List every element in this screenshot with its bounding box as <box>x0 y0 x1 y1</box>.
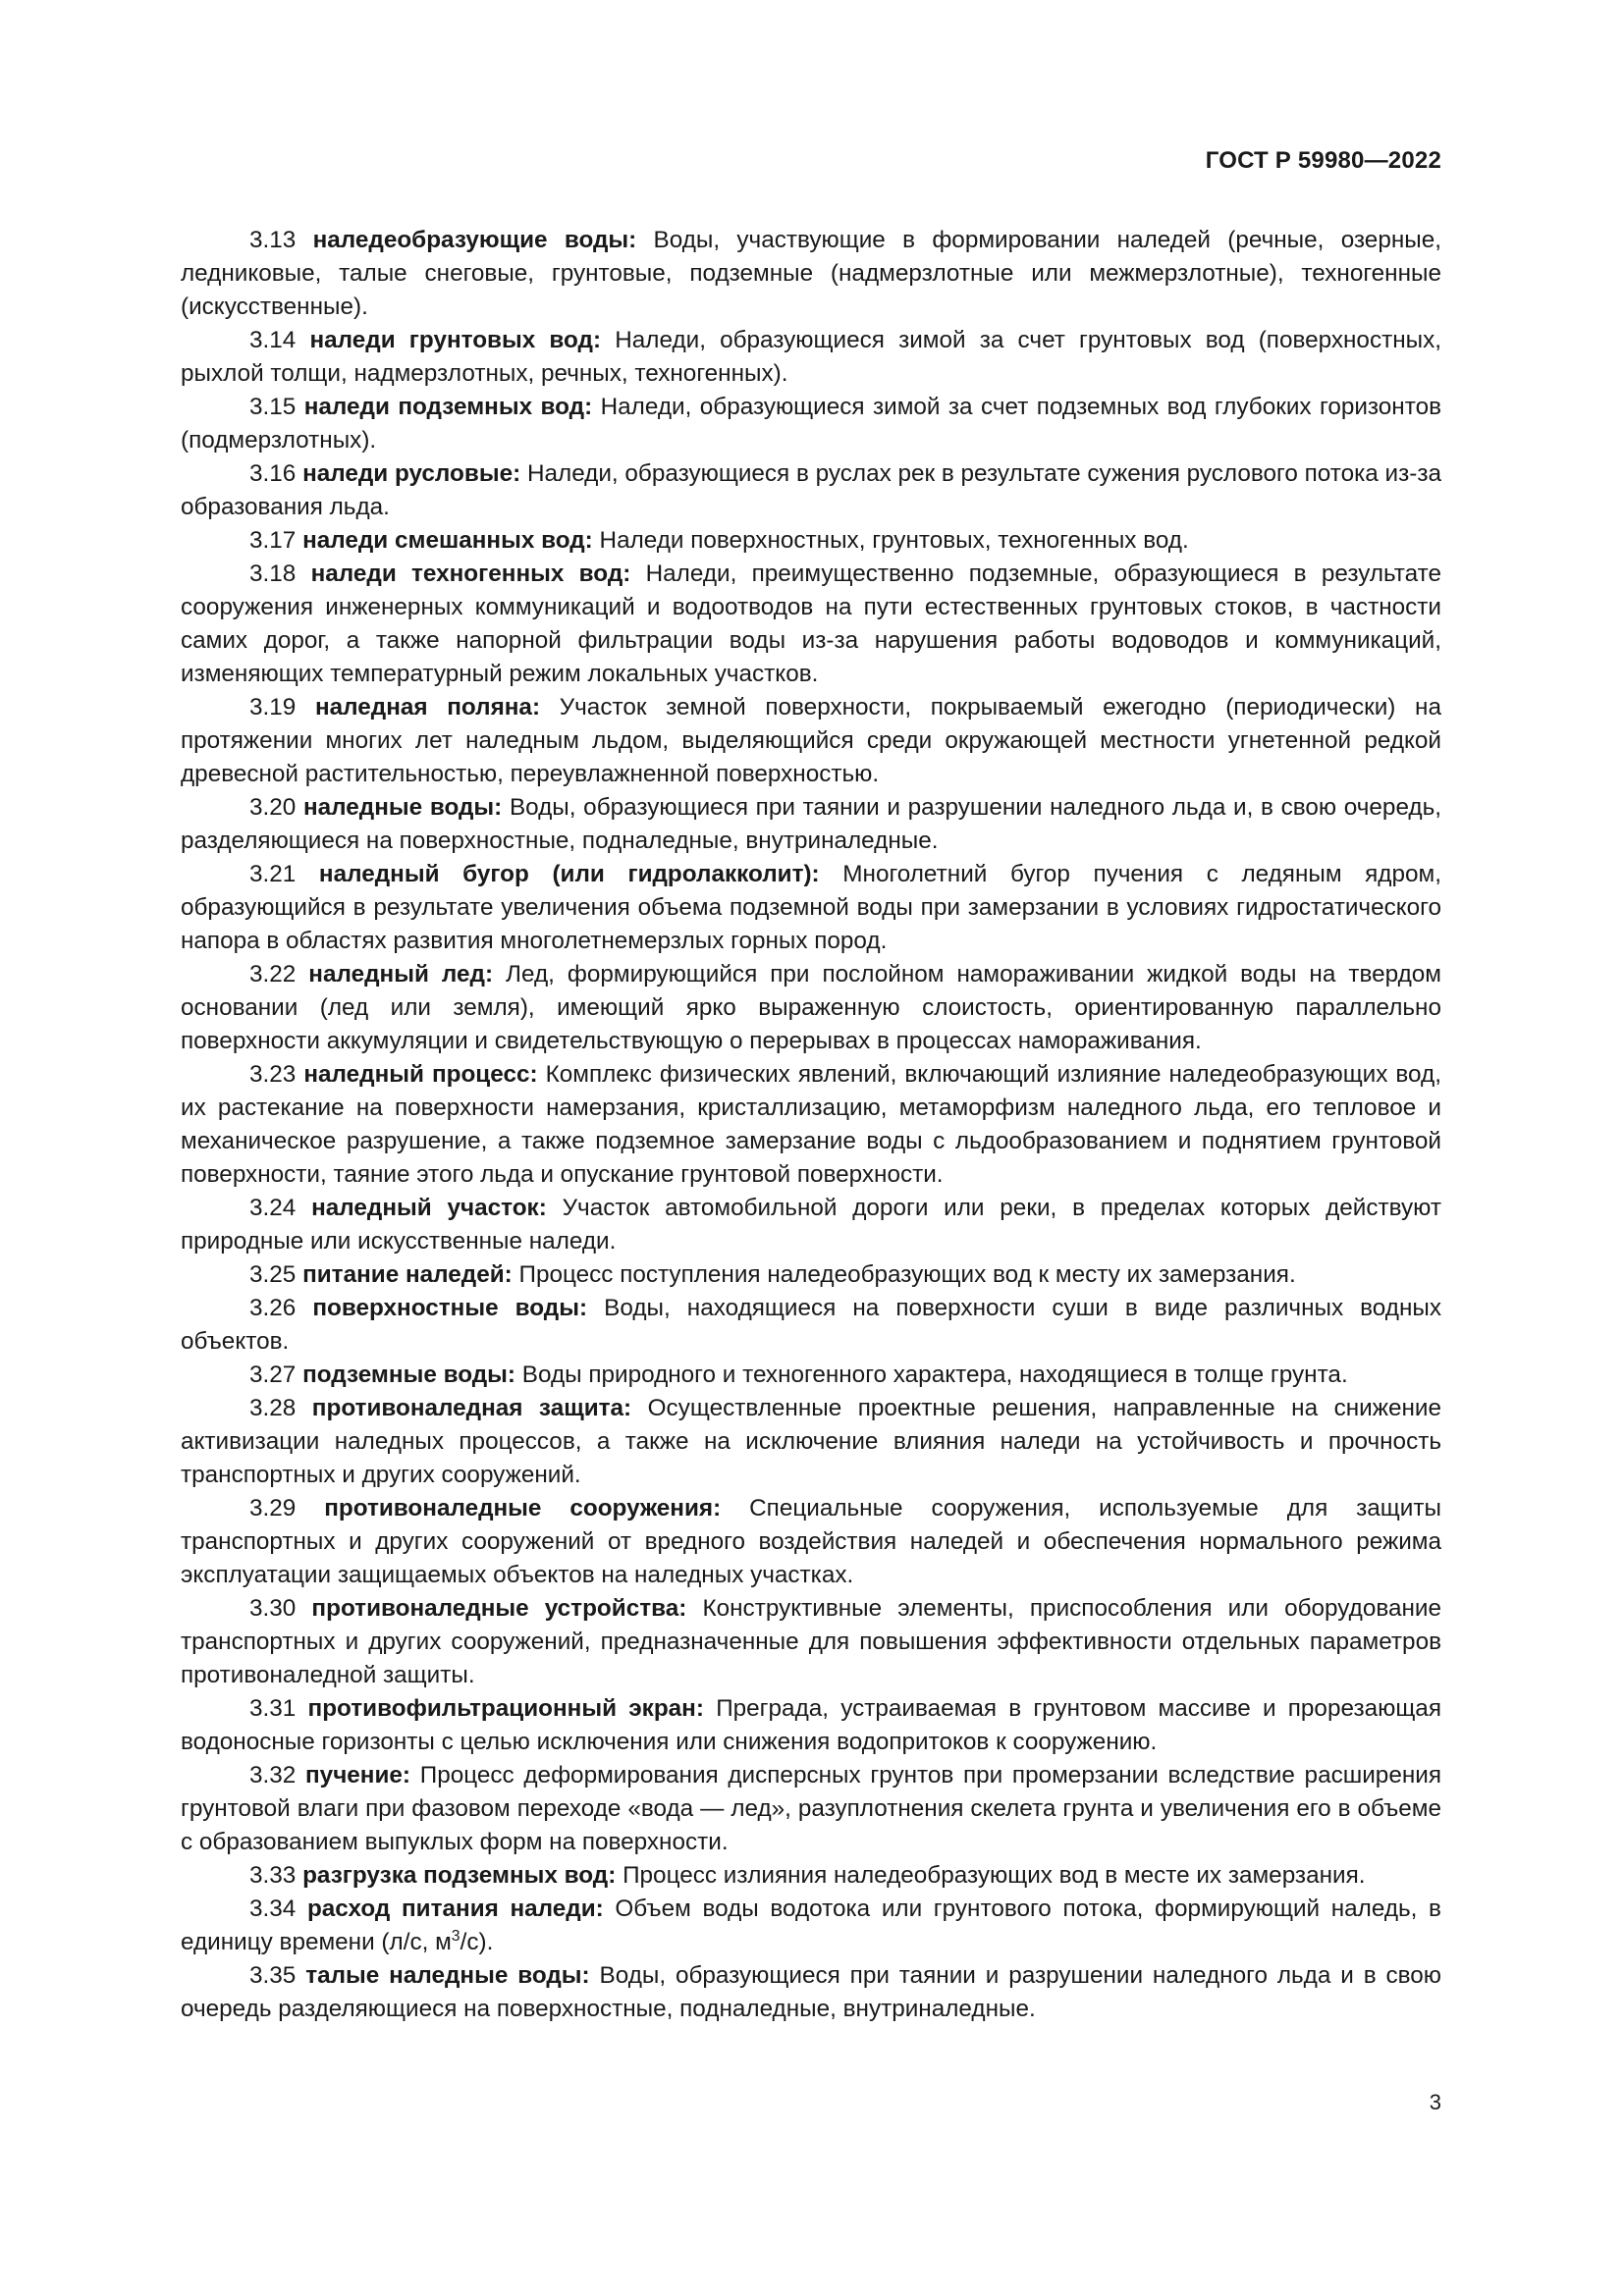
term-entry <box>181 558 1441 691</box>
term-entry <box>181 1058 1441 1192</box>
term-entry <box>181 1692 1441 1759</box>
term-entry <box>181 524 1441 558</box>
term-entry <box>181 324 1441 391</box>
term-definition: Конструктивные элементы, приспособления или оборудование транспортных и других сооружений, предназначенные для повышения эффективности отдельных параметров противоналедной защиты. <box>181 1595 1441 1688</box>
term-entry <box>181 1592 1441 1692</box>
term-definition: Преграда, устраиваемая в грунтовом массиве и прорезающая водоносные горизонты с целью исключения или снижения водопритоков к сооружению. <box>181 1695 1441 1755</box>
term-name: талые наледные воды: <box>305 1962 590 1989</box>
term-entry <box>181 1859 1441 1893</box>
term-name: противоналедная защита: <box>311 1395 632 1421</box>
term-number: 3.27 <box>249 1362 297 1388</box>
term-name: наледи грунтовых вод: <box>309 327 602 353</box>
term-name: противоналедные устройства: <box>311 1595 687 1622</box>
term-entry <box>181 1392 1441 1492</box>
term-name: наледный процесс: <box>303 1061 538 1088</box>
term-name: поверхностные воды: <box>312 1295 588 1321</box>
term-number: 3.28 <box>249 1395 297 1421</box>
term-name: разгрузка подземных вод: <box>302 1862 617 1889</box>
term-definition: Процесс деформирования дисперсных грунтов при промерзании вследствие расширения грунтовой влаги при фазовом переходе «вода — лед», разуплотнения скелета грунта и увеличения его в объеме с образованием выпуклых форм на поверхности. <box>181 1762 1441 1855</box>
term-entry <box>181 1292 1441 1359</box>
term-number: 3.22 <box>249 961 297 988</box>
term-definition: Участок земной поверхности, покрываемый ежегодно (периодически) на протяжении многих лет наледным льдом, выделяющийся среди окружающей местности угнетенной редкой древесной растительностью, переувлажненной поверхностью. <box>181 694 1441 787</box>
term-definition: Наледи, образующиеся зимой за счет подземных вод глубоких горизонтов (подмерзлотных). <box>181 394 1441 454</box>
term-definition: Наледи, образующиеся зимой за счет грунтовых вод (поверхностных, рыхлой толщи, надмерзлотных, речных, техногенных). <box>181 327 1441 387</box>
term-name: наледные воды: <box>302 794 503 821</box>
term-entry <box>181 1492 1441 1592</box>
term-definition: Специальные сооружения, используемые для защиты транспортных и других сооружений от вредного воздействия наледей и обеспечения нормального режима эксплуатации защищаемых объектов на наледных участках. <box>181 1495 1441 1588</box>
term-entry <box>181 1893 1441 1959</box>
term-entry <box>181 1359 1441 1392</box>
term-entry <box>181 958 1441 1058</box>
term-name: наледи техногенных вод: <box>310 561 631 587</box>
term-definition: Наледи, образующиеся в руслах рек в результате сужения руслового потока из-за образования льда. <box>181 460 1441 520</box>
term-number: 3.24 <box>249 1195 297 1221</box>
term-number: 3.25 <box>249 1261 297 1288</box>
term-entry <box>181 1192 1441 1258</box>
term-definition: Воды, образующиеся при таянии и разрушении наледного льда и, в свою очередь, разделяющиеся на поверхностные, подналедные, внутриналедные. <box>181 794 1442 854</box>
term-number: 3.33 <box>249 1862 297 1889</box>
term-entry <box>181 791 1441 858</box>
term-name: наледи смешанных вод: <box>302 527 593 554</box>
term-name: противофильтрационный экран: <box>307 1695 704 1722</box>
term-entry <box>181 691 1441 791</box>
term-entry <box>181 1258 1441 1292</box>
term-number: 3.18 <box>249 561 297 587</box>
term-name: наледи подземных вод: <box>303 394 593 420</box>
term-definition: Лед, формирующийся при послойном намораживании жидкой воды на твердом основании (лед или земля), имеющий ярко выраженную слоистость, ориентированную параллельно поверхности аккумуляции и свидетельствующую о перерывах в процессах намораживания. <box>181 961 1441 1054</box>
term-name: подземные воды: <box>302 1362 515 1388</box>
term-number: 3.35 <box>249 1962 297 1989</box>
term-name: наледная поляна: <box>314 694 541 721</box>
term-name: наледный лед: <box>308 961 494 988</box>
term-number: 3.17 <box>249 527 297 554</box>
term-number: 3.23 <box>249 1061 297 1088</box>
term-entry <box>181 391 1441 457</box>
term-name: противоналедные сооружения: <box>324 1495 722 1522</box>
term-number: 3.19 <box>249 694 297 721</box>
term-entry <box>181 858 1441 958</box>
term-definition: Воды, образующиеся при таянии и разрушении наледного льда и в свою очередь разделяющиеся на поверхностные, подналедные, внутриналедные. <box>181 1962 1441 2022</box>
term-number: 3.16 <box>249 460 297 487</box>
term-name: питание наледей: <box>302 1261 513 1288</box>
term-entry <box>181 224 1441 324</box>
term-entry <box>181 1759 1441 1859</box>
term-number: 3.32 <box>249 1762 297 1789</box>
term-name: наледеобразующие воды: <box>312 227 637 253</box>
term-name: пучение: <box>305 1762 411 1789</box>
term-definition: Комплекс физических явлений, включающий излияние наледеобразующих вод, их растекание на поверхности намерзания, кристаллизацию, метаморфизм наледного льда, его тепловое и механическое разрушение, а также подземное замерзание воды с льдообразованием и поднятием грунтовой поверхности, таяние этого льда и опускание грунтовой поверхности. <box>181 1061 1441 1188</box>
term-definition: Процесс поступления наледеобразующих вод к месту их замерзания. <box>518 1261 1296 1288</box>
term-number: 3.34 <box>249 1896 297 1922</box>
term-number: 3.30 <box>249 1595 297 1622</box>
term-definition: Наледи поверхностных, грунтовых, техногенных вод. <box>599 527 1189 554</box>
term-definition: Осуществленные проектные решения, направленные на снижение активизации наледных процессов, а также на исключение влияния наледи на устойчивость и прочность транспортных и других сооружений. <box>181 1395 1441 1488</box>
term-definition: Воды природного и техногенного характера, находящиеся в толще грунта. <box>521 1362 1348 1388</box>
term-number: 3.29 <box>249 1495 297 1522</box>
term-entry <box>181 457 1441 524</box>
term-name: расход питания наледи: <box>306 1896 604 1922</box>
term-number: 3.20 <box>249 794 297 821</box>
term-number: 3.31 <box>249 1695 297 1722</box>
term-number: 3.26 <box>249 1295 297 1321</box>
term-definition: Объем воды водотока или грунтового потока, формирующий наледь, в единицу времени (л/с, м <box>181 1896 1441 1955</box>
term-definition: Участок автомобильной дороги или реки, в пределах которых действуют природные или искусственные наледи. <box>181 1195 1441 1255</box>
term-name: наледный участок: <box>311 1195 547 1221</box>
terms-list <box>181 224 1441 2026</box>
term-number: 3.13 <box>249 227 297 253</box>
page-number: 3 <box>1429 2090 1441 2114</box>
superscript: 3 <box>451 1927 460 1945</box>
term-number: 3.15 <box>249 394 297 420</box>
term-definition-tail: /с). <box>460 1929 494 1955</box>
term-number: 3.14 <box>249 327 297 353</box>
term-definition: Наледи, преимущественно подземные, образующиеся в результате сооружения инженерных коммуникаций и водоотводов на пути естественных грунтовых стоков, в частности самих дорог, а также напорной фильтрации воды из-за нарушения работы водоводов и коммуникаций, изменяющих температурный режим локальных участков. <box>181 561 1441 687</box>
term-definition: Воды, участвующие в формировании наледей (речные, озерные, ледниковые, талые снеговые, грунтовые, подземные (надмерзлотные или межмерзлотные), техногенные (искусственные). <box>181 227 1441 320</box>
document-header <box>1206 147 1441 175</box>
term-name: наледи русловые: <box>302 460 521 487</box>
term-definition: Воды, находящиеся на поверхности суши в виде различных водных объектов. <box>181 1295 1441 1355</box>
standard-code: ГОСТ Р 59980—2022 <box>1205 147 1441 174</box>
term-definition: Многолетний бугор пучения с ледяным ядром, образующийся в результате увеличения объема подземной воды при замерзании в условиях гидростатического напора в областях развития многолетнемерзлых горных пород. <box>181 861 1441 954</box>
term-entry <box>181 1959 1441 2026</box>
term-name: наледный бугор (или гидролакколит): <box>318 861 820 887</box>
term-definition: Процесс излияния наледеобразующих вод в месте их замерзания. <box>623 1862 1366 1889</box>
term-number: 3.21 <box>249 861 297 887</box>
